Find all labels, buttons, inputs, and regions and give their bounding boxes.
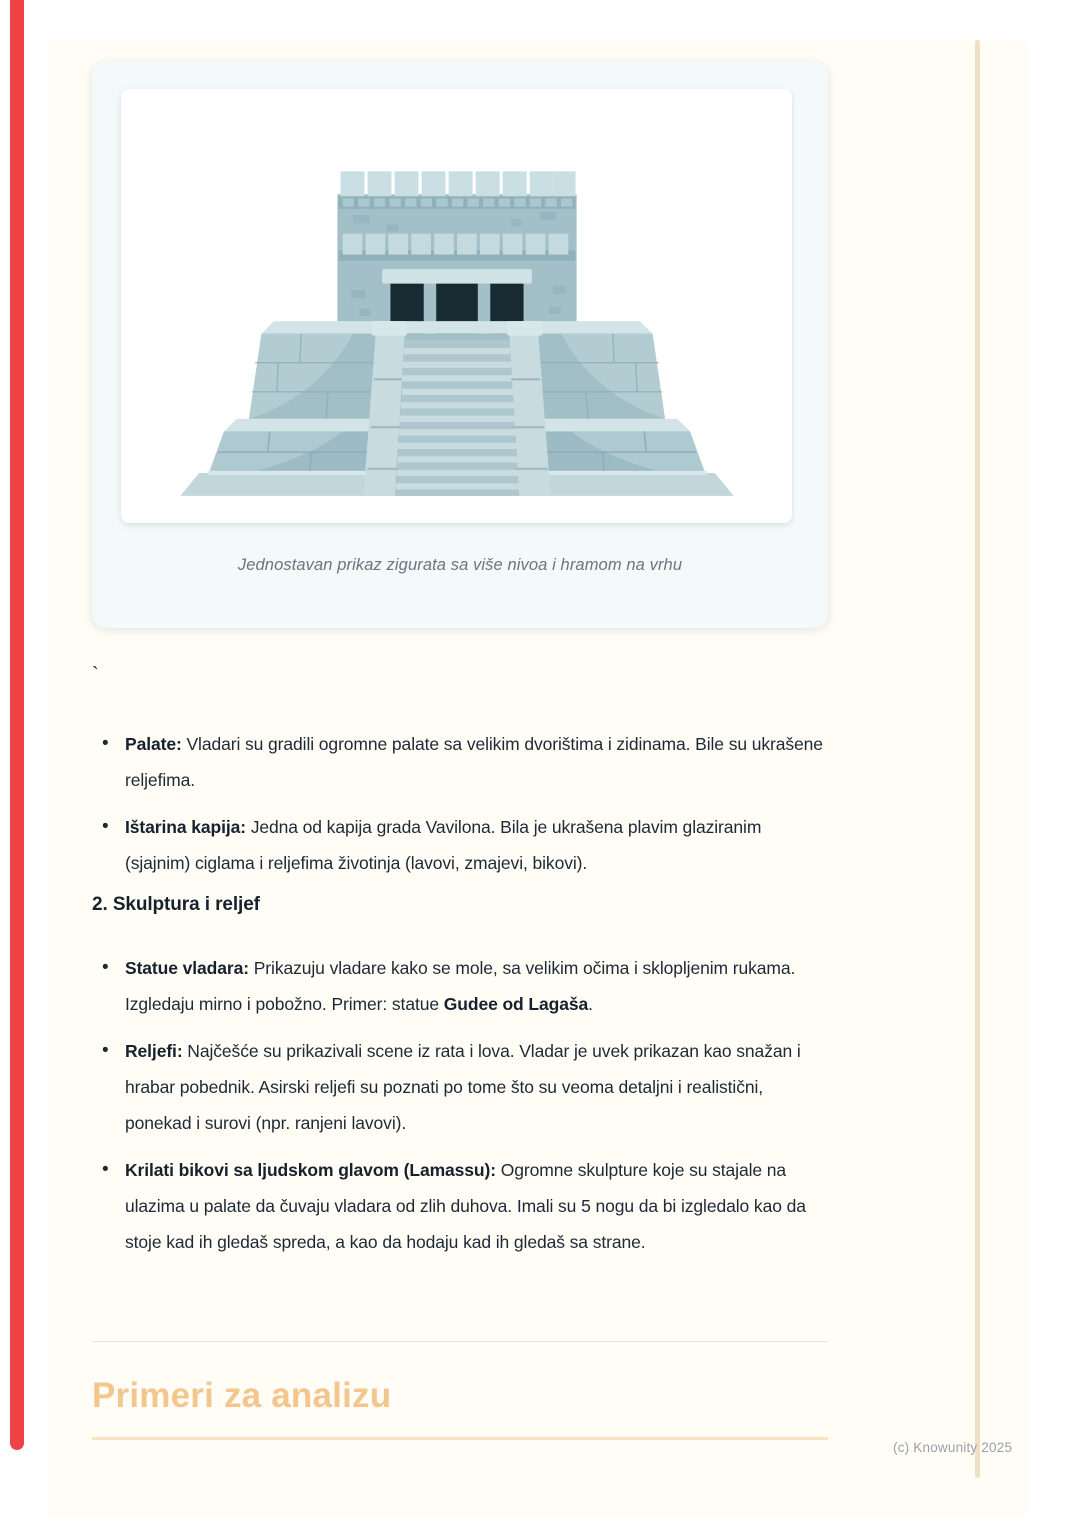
right-margin-line <box>975 40 980 1478</box>
illustration-panel <box>121 89 792 523</box>
stray-backtick: ` <box>92 664 99 686</box>
section-divider <box>92 1341 828 1342</box>
illustration-caption: Jednostavan prikaz zigurata sa više nivoa i hramom na vrhu <box>237 556 683 574</box>
section-title-underline <box>92 1437 828 1440</box>
list-item: • Ištarina kapija: Jedna od kapija grada Vavilona. Bila je ukrašena plavim glaziranim (sjajnim) ciglama i reljefima životinja (lavovi, zmajevi, bikovi). <box>92 809 828 881</box>
copyright-note: (c) Knowunity 2025 <box>893 1440 1013 1455</box>
illustration-card <box>92 62 828 628</box>
list-item: • Reljefi: Najčešće su prikazivali scene iz rata i lova. Vladar je uvek prikazan kao snažan i hrabar pobednik. Asirski reljefi su poznati po tome što su veoma detaljni i realistični, ponekad i surovi (npr. ranjeni lavovi). <box>92 1033 828 1141</box>
list-item: • Statue vladara: Prikazuju vladare kako se mole, sa velikim očima i sklopljenim rukama. Izgledaju mirno i pobožno. Primer: statue Gudee od Lagaša. <box>92 950 828 1022</box>
sculpture-heading: 2. Skulptura i reljef <box>92 894 260 915</box>
section-title: Primeri za analizu <box>92 1376 392 1415</box>
list-item: • Krilati bikovi sa ljudskom glavom (Lamassu): Ogromne skulpture koje su stajale na ulazima u palate da čuvaju vladara od zlih duhova. Imali su 5 nogu da bi izgledalo kao da stoje kad ih gledaš spreda, a kao da hodaju kad ih gledaš sa strane. <box>92 1152 828 1260</box>
sculpture-list <box>92 950 828 1271</box>
ziggurat-illustration <box>145 165 769 498</box>
left-accent-bar <box>10 0 24 1450</box>
list-item: • Palate: Vladari su gradili ogromne palate sa velikim dvorištima i zidinama. Bile su ukrašene reljefima. <box>92 726 828 798</box>
architecture-list <box>92 726 828 892</box>
